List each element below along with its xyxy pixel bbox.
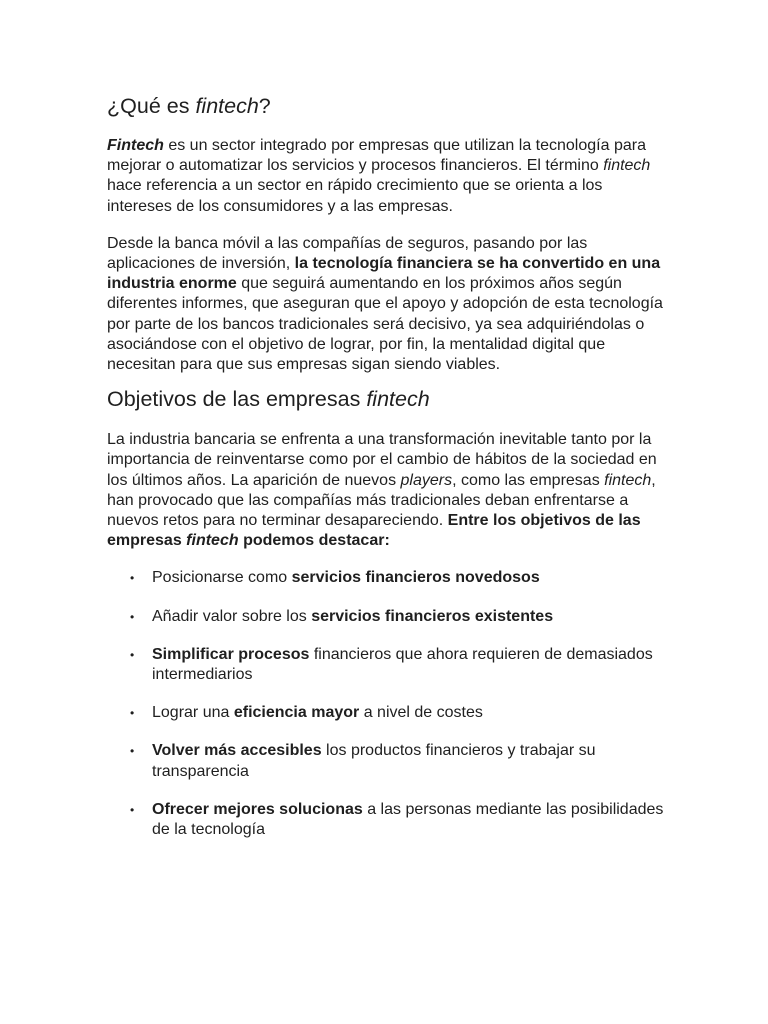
list-item-text: Posicionarse como [152,569,292,587]
list-item-text: los productos financieros y trabajar su transparencia [152,742,596,780]
paragraph-text: , han provocado que las compañías más tradicionales deban enfrentarse a nuevos retos para no terminar desapareciendo. [107,471,656,530]
objectives-list [107,568,668,840]
list-item-bold: Ofrecer mejores solucionas [152,800,363,818]
paragraph-banking-transformation [107,430,668,551]
heading-italic-term: fintech [195,94,259,118]
paragraph-text: hace referencia a un sector en rápido crecimiento que se orienta a los intereses de los consumidores y a las empresas. [107,177,603,215]
list-item [107,800,668,840]
bullet-icon: • [130,802,135,817]
bullet-icon: • [130,744,135,759]
list-item-bold: eficiencia mayor [233,704,360,722]
heading-text-suffix: ? [258,94,271,118]
italic-term: players [400,471,453,489]
list-item-bold: Simplificar procesos [152,645,310,663]
list-item [107,568,668,588]
bold-italic-term: fintech [186,532,239,550]
bold-phrase: la tecnología financiera se ha convertido en una industria enorme [107,255,661,293]
bullet-icon: • [130,571,135,586]
list-item [107,645,668,685]
list-item [107,741,668,781]
list-item-text: financieros que ahora requieren de demasiados intermediarios [152,645,653,684]
list-item-text: a nivel de costes [359,704,483,722]
paragraph-text: La industria bancaria se enfrenta a una transformación inevitable tanto por la importancia de reinventarse como por el cambio de hábitos de la sociedad en los últimos años. La aparición de nuevos [107,431,657,489]
bold-text: podemos destacar: [238,532,390,550]
paragraph-text: que seguirá aumentando en los próximos años según diferentes informes, que aseguran que el apoyo y adopción de esta tecnología por parte de los bancos tradicionales será decisivo, ya sea adquiriéndolas o asociándose con el objetivo de lograr, por fin, la mentalidad digital que necesitan para que sus empresas sigan siendo viables. [107,275,663,374]
heading-text: Objetivos de las empresas [107,387,367,412]
list-item-bold: servicios financieros novedosos [291,569,540,587]
paragraph-text: es un sector integrado por empresas que utilizan la tecnología para mejorar o automatizar los servicios y procesos financieros. El término [107,137,646,175]
paragraph-text: Desde la banca móvil a las compañías de seguros, pasando por las aplicaciones de inversión, [107,234,588,273]
bullet-icon: • [130,706,135,721]
paragraph-industry [107,234,668,375]
list-item [107,607,668,627]
bullet-icon: • [130,647,135,662]
term-fintech: Fintech [107,137,164,154]
list-item-text: Lograr una [152,704,234,722]
bold-text: Entre los objetivos de las empresas [107,512,641,550]
heading-que-es-fintech [107,92,668,120]
list-item-text: a las personas mediante las posibilidades de la tecnología [152,800,664,839]
paragraph-text: , como las empresas [452,471,605,489]
list-item-bold: servicios financieros existentes [311,607,554,625]
list-item-bold: Volver más accesibles [152,742,322,760]
italic-term: fintech [603,157,651,175]
heading-objetivos [107,385,668,413]
paragraph-definition [107,136,668,217]
heading-text: ¿Qué es [107,94,196,118]
list-item-text: Añadir valor sobre los [152,607,312,625]
bullet-icon: • [130,609,135,624]
italic-term: fintech [604,471,652,489]
bold-italic-term [107,137,164,154]
heading-italic-term: fintech [366,387,430,412]
list-item [107,703,668,723]
